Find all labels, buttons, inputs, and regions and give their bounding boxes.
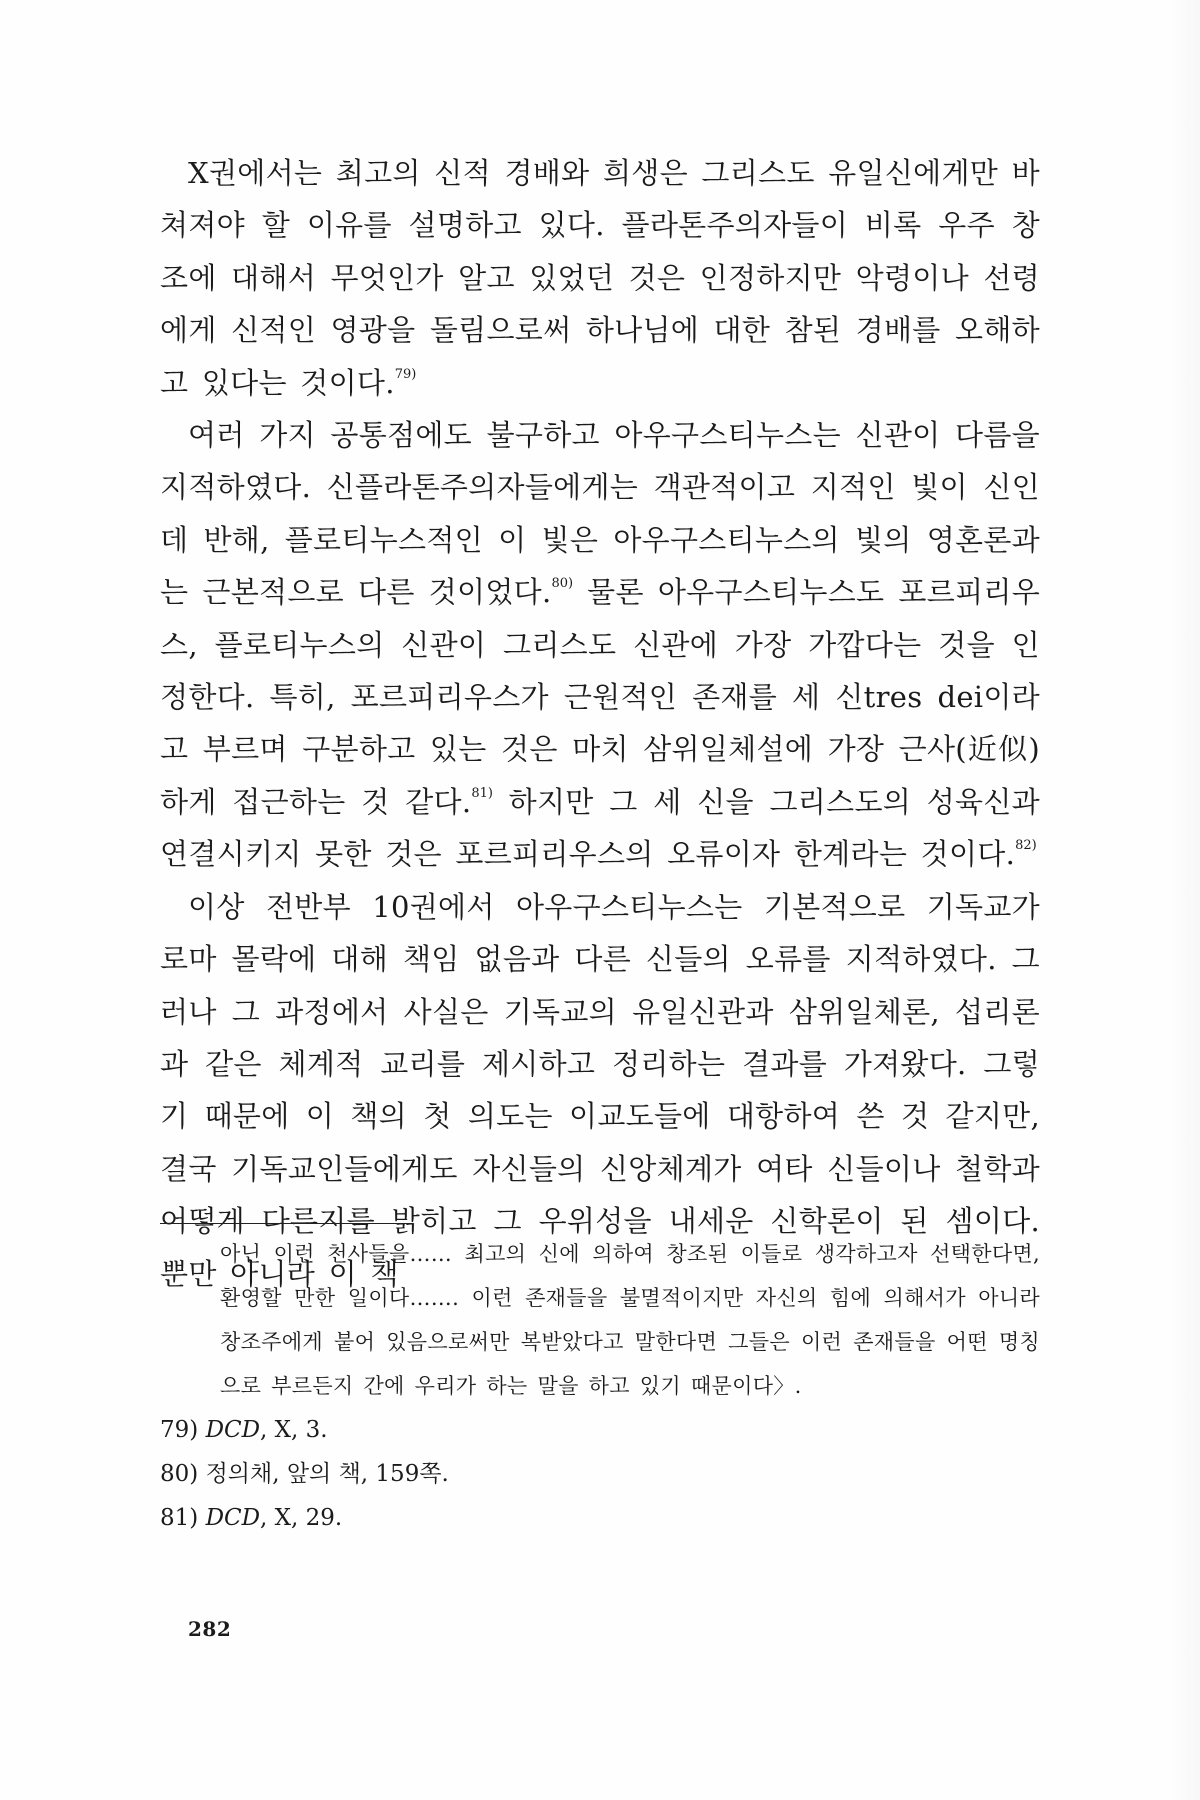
footnote-81 bbox=[160, 1496, 1040, 1540]
footnote-continuation: 아닌 이런 천사들을…… 최고의 신에 의하여 창조된 이들로 생각하고자 선택한다면, 환영할 만한 일이다……. 이런 존재들을 불멸적이지만 자신의 힘에 의해서가 아니라 창조주에게 붙어 있음으로써만 복받았다고 말한다면 그들은 이런 존재들을 어떤 명칭으로 부르든지 간에 우리가 하는 말을 하고 있기 때문이다〉. bbox=[220, 1242, 1040, 1398]
footnote-source-abbrev: DCD bbox=[205, 1505, 261, 1531]
paragraph-2 bbox=[160, 409, 1040, 881]
footnote-79 bbox=[160, 1408, 1040, 1452]
footnote-citation: 정의채, 앞의 책, 159쪽. bbox=[205, 1461, 449, 1487]
footnote-citation: , Ⅹ, 29. bbox=[260, 1505, 343, 1531]
footnotes-section bbox=[160, 1232, 1040, 1540]
footnote-ref-80[interactable]: 80) bbox=[551, 576, 574, 592]
footnote-ref-79[interactable]: 79) bbox=[394, 366, 417, 382]
paragraph-2-text-c: 하지만 그 세 신을 그리스도의 성육신과 연결시키지 못한 것은 포르피리우스의 오류이자 한계라는 것이다. bbox=[160, 784, 1040, 872]
footnote-citation: , Ⅹ, 3. bbox=[260, 1417, 328, 1443]
paragraph-1-text: Ⅹ권에서는 최고의 신적 경배와 희생은 그리스도 유일신에게만 바쳐져야 할 이유를 설명하고 있다. 플라톤주의자들이 비록 우주 창조에 대해서 무엇인가 알고 있었던 것은 인정하지만 악령이나 선령에게 신적인 영광을 돌림으로써 하나님에 대한 참된 경배를 오해하고 있다는 것이다. bbox=[160, 156, 1040, 400]
footnote-80 bbox=[160, 1452, 1040, 1496]
paragraph-3-text: 이상 전반부 10권에서 아우구스티누스는 기본적으로 기독교가 로마 몰락에 대해 책임 없음과 다른 신들의 오류를 지적하였다. 그러나 그 과정에서 사실은 기독교의 유일신관과 삼위일체론, 섭리론과 같은 체계적 교리를 제시하고 정리하는 결과를 가져왔다. 그렇기 때문에 이 책의 첫 의도는 이교도들에 대항하여 쓴 것 같지만, 결국 기독교인들에게도 자신들의 신앙체계가 여타 신들이나 철학과 어떻게 다른지를 밝히고 그 우위성을 내세운 신학론이 된 셈이다. 뿐만 아니라 이 책 bbox=[160, 889, 1040, 1291]
page-number: 282 bbox=[188, 1617, 232, 1641]
footnote-number: 81) bbox=[160, 1505, 199, 1531]
footnote-ref-81[interactable]: 81) bbox=[471, 785, 493, 801]
main-text bbox=[160, 147, 1040, 1300]
paragraph-2-text-a: 여러 가지 공통점에도 불구하고 아우구스티누스는 신관이 다름을 지적하였다. 신플라톤주의자들에게는 객관적이고 지적인 빛이 신인데 반해, 플로티누스적인 이 빛은 아우구스티누스의 빛의 영혼론과는 근본적으로 다른 것이었다. bbox=[160, 418, 1040, 610]
footnote-number: 79) bbox=[160, 1417, 199, 1443]
footnote-divider bbox=[160, 1223, 412, 1224]
footnote-ref-82[interactable]: 82) bbox=[1015, 838, 1037, 854]
paragraph-1 bbox=[160, 147, 1040, 409]
scan-edge-shadow bbox=[1170, 0, 1200, 1800]
footnote-number: 80) bbox=[160, 1461, 199, 1487]
paragraph-2-text-b: 물론 아우구스티누스도 포르피리우스, 플로티누스의 신관이 그리스도 신관에 가장 가깝다는 것을 인정한다. 특히, 포르피리우스가 근원적인 존재를 세 신tres dei이라고 부르며 구분하고 있는 것은 마치 삼위일체설에 가장 근사(近似)하게 접근하는 것 같다. bbox=[160, 575, 1041, 819]
footnote-source-abbrev: DCD bbox=[205, 1417, 261, 1443]
